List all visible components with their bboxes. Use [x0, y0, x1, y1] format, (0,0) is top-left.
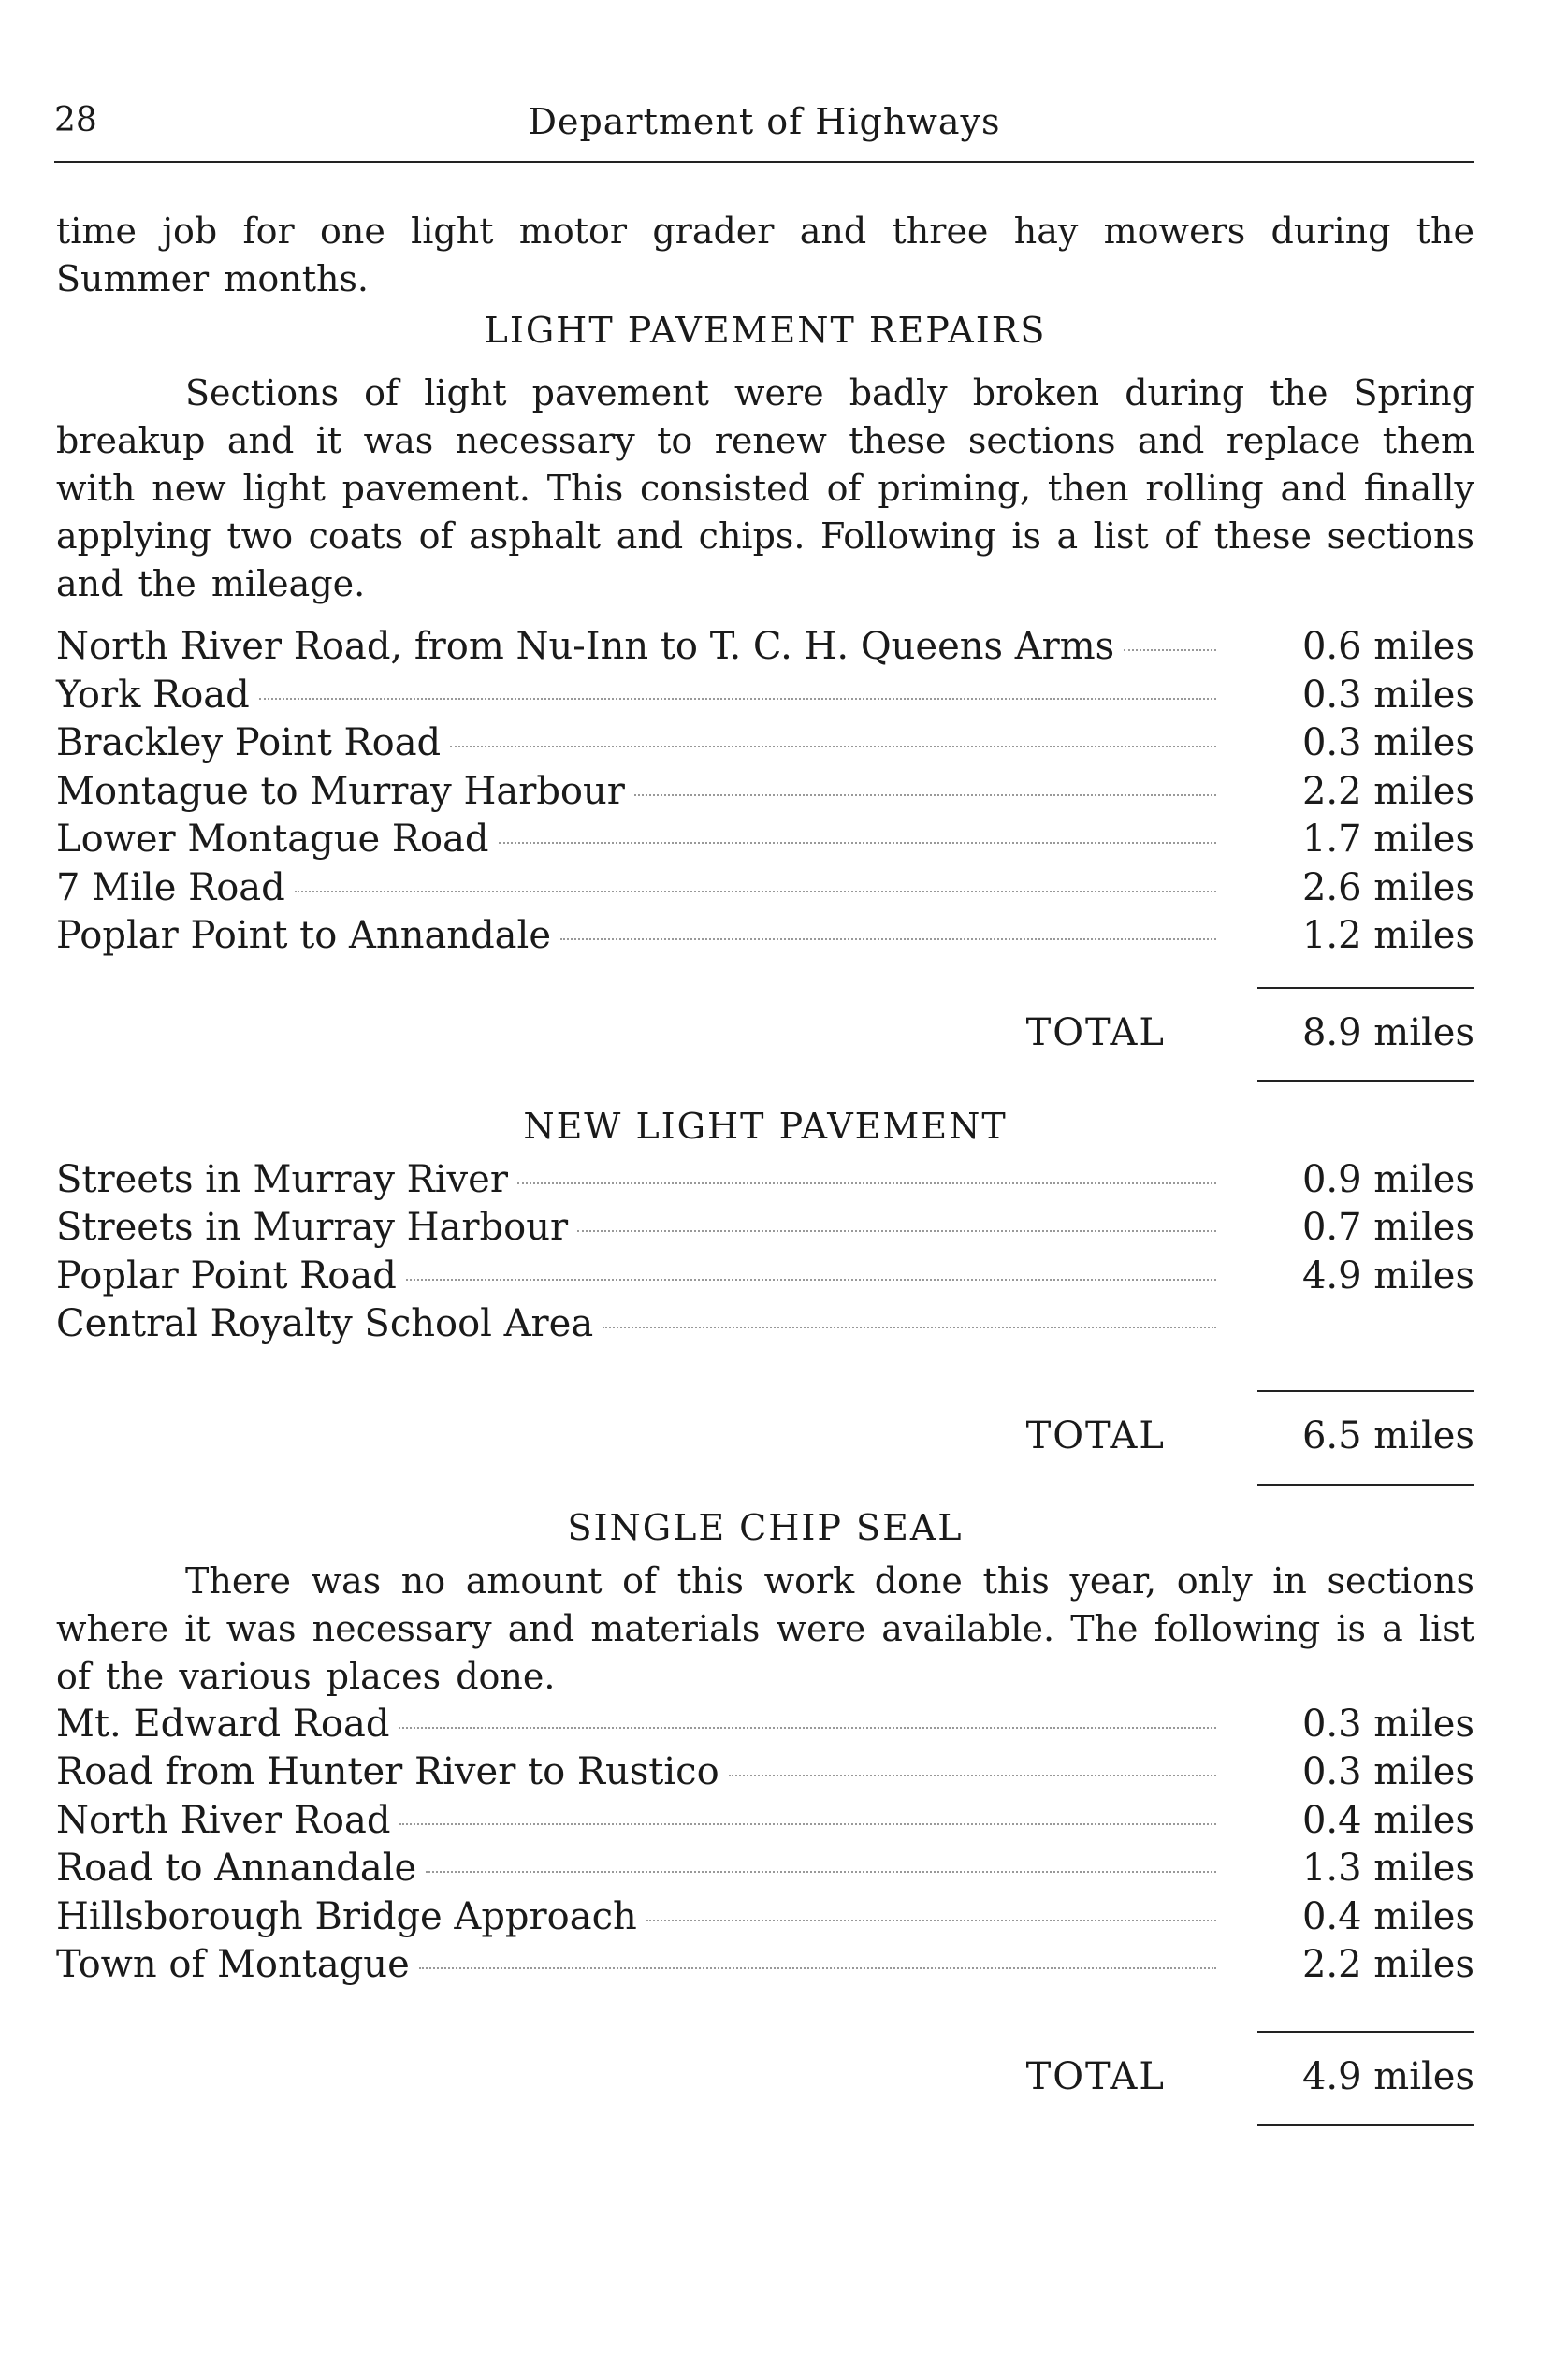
item-value: 0.7 miles	[1301, 1206, 1474, 1249]
total-value: 4.9 miles	[1301, 2054, 1474, 2098]
section-title: NEW LIGHT PAVEMENT	[523, 1105, 1008, 1147]
section-paragraph: Sections of light pavement were badly broken during the Spring breakup and it was necessary to renew these sections and replace them with new light pavement. This consisted of priming, then rolling and finally applying two coats of asphalt and chips. Following is a list of these sections and the mileage.	[56, 372, 1474, 604]
item-label: Lower Montague Road	[56, 818, 489, 861]
item-label: Streets in Murray River	[56, 1157, 508, 1201]
item-value: 1.3 miles	[1301, 1847, 1474, 1890]
mileage-list	[56, 1156, 1474, 1349]
total-row	[56, 2053, 1474, 2101]
list-item	[56, 1701, 1474, 1749]
item-label: Town of Montague	[56, 1943, 410, 1986]
dot-leader	[646, 1920, 1216, 1921]
page-content	[56, 208, 1474, 2126]
dot-leader	[1124, 649, 1216, 651]
section-title: SINGLE CHIP SEAL	[567, 1506, 964, 1548]
intro-paragraph: time job for one light motor grader and three hay mowers during the Summer months.	[56, 210, 1474, 299]
item-value: 0.3 miles	[1301, 673, 1474, 717]
dot-leader	[729, 1775, 1216, 1776]
total-label: TOTAL	[1025, 1010, 1166, 1054]
section-title: LIGHT PAVEMENT REPAIRS	[484, 310, 1047, 351]
item-label: Road from Hunter River to Rustico	[56, 1750, 719, 1793]
list-item	[56, 768, 1474, 817]
item-value: 4.9 miles	[1301, 1254, 1474, 1298]
list-item	[56, 912, 1474, 961]
total-value: 6.5 miles	[1301, 1414, 1474, 1457]
dot-leader	[426, 1871, 1216, 1873]
sum-rule	[1257, 1080, 1474, 1082]
sum-rule	[1257, 1390, 1474, 1392]
item-label: Poplar Point to Annandale	[56, 914, 551, 957]
list-item	[56, 1797, 1474, 1846]
list-item	[56, 1156, 1474, 1205]
list-item	[56, 1748, 1474, 1797]
list-item	[56, 1253, 1474, 1301]
item-label: Brackley Point Road	[56, 721, 442, 764]
dot-leader	[603, 1327, 1216, 1328]
item-value: 0.9 miles	[1301, 1157, 1474, 1201]
item-value: 1.7 miles	[1301, 818, 1474, 861]
list-item	[56, 1941, 1474, 1990]
dot-leader	[259, 698, 1216, 700]
mileage-list	[56, 623, 1474, 961]
item-value: 0.3 miles	[1301, 1702, 1474, 1746]
sum-rule	[1257, 2031, 1474, 2033]
dot-leader	[499, 842, 1216, 844]
item-value: 0.4 miles	[1301, 1894, 1474, 1938]
dot-leader	[406, 1279, 1216, 1281]
dot-leader	[450, 746, 1216, 747]
list-item	[56, 1893, 1474, 1942]
list-item	[56, 1300, 1474, 1349]
total-block	[56, 2031, 1474, 2126]
section-paragraph: There was no amount of this work done this year, only in sections where it was necessary and materials were available. The following is a list of the various places done.	[56, 1559, 1474, 1697]
list-item	[56, 719, 1474, 768]
list-item	[56, 816, 1474, 864]
total-label: TOTAL	[1025, 2054, 1166, 2098]
item-label: North River Road, from Nu-Inn to T. C. H. Queens Arms	[56, 625, 1115, 668]
item-label: Streets in Murray Harbour	[56, 1206, 569, 1249]
list-item	[56, 623, 1474, 672]
sum-rule	[1257, 2124, 1474, 2126]
total-value: 8.9 miles	[1301, 1010, 1474, 1054]
item-label: Montague to Murray Harbour	[56, 769, 625, 813]
dot-leader	[517, 1182, 1216, 1184]
item-label: Mt. Edward Road	[56, 1702, 390, 1746]
item-value: 1.2 miles	[1301, 914, 1474, 957]
section-single-chip-seal	[56, 1504, 1474, 2126]
sum-rule	[1257, 1484, 1474, 1486]
dot-leader	[399, 1823, 1216, 1825]
total-row	[56, 1009, 1474, 1057]
item-value: 2.2 miles	[1301, 1943, 1474, 1986]
total-block	[56, 1390, 1474, 1486]
item-value: 0.3 miles	[1301, 1750, 1474, 1793]
section-new-light-pavement	[56, 1103, 1474, 1486]
mileage-list	[56, 1701, 1474, 1990]
running-title: Department of Highways	[528, 101, 1001, 142]
sum-rule	[1257, 987, 1474, 989]
item-label: Central Royalty School Area	[56, 1302, 594, 1345]
total-block	[56, 987, 1474, 1082]
page-number: 28	[54, 101, 97, 139]
dot-leader	[560, 938, 1216, 940]
item-value: 0.4 miles	[1301, 1798, 1474, 1842]
list-item	[56, 672, 1474, 720]
item-label: Hillsborough Bridge Approach	[56, 1894, 637, 1938]
item-label: 7 Mile Road	[56, 865, 285, 909]
list-item	[56, 1204, 1474, 1253]
dot-leader	[634, 794, 1216, 796]
item-value: 0.6 miles	[1301, 625, 1474, 668]
list-item	[56, 864, 1474, 913]
total-row	[56, 1413, 1474, 1460]
header-rule	[54, 161, 1474, 163]
item-label: Road to Annandale	[56, 1847, 417, 1890]
dot-leader	[419, 1967, 1216, 1969]
item-label: North River Road	[56, 1798, 391, 1842]
total-label: TOTAL	[1025, 1414, 1166, 1457]
dot-leader	[399, 1727, 1216, 1729]
item-label: Poplar Point Road	[56, 1254, 397, 1298]
page-header	[54, 101, 1474, 157]
item-value: 0.3 miles	[1301, 721, 1474, 764]
list-item	[56, 1845, 1474, 1893]
dot-leader	[295, 891, 1216, 892]
item-value: 2.6 miles	[1301, 865, 1474, 909]
item-value: 2.2 miles	[1301, 769, 1474, 813]
dot-leader	[577, 1230, 1216, 1232]
item-label: York Road	[56, 673, 250, 717]
section-light-pavement-repairs	[56, 307, 1474, 1082]
